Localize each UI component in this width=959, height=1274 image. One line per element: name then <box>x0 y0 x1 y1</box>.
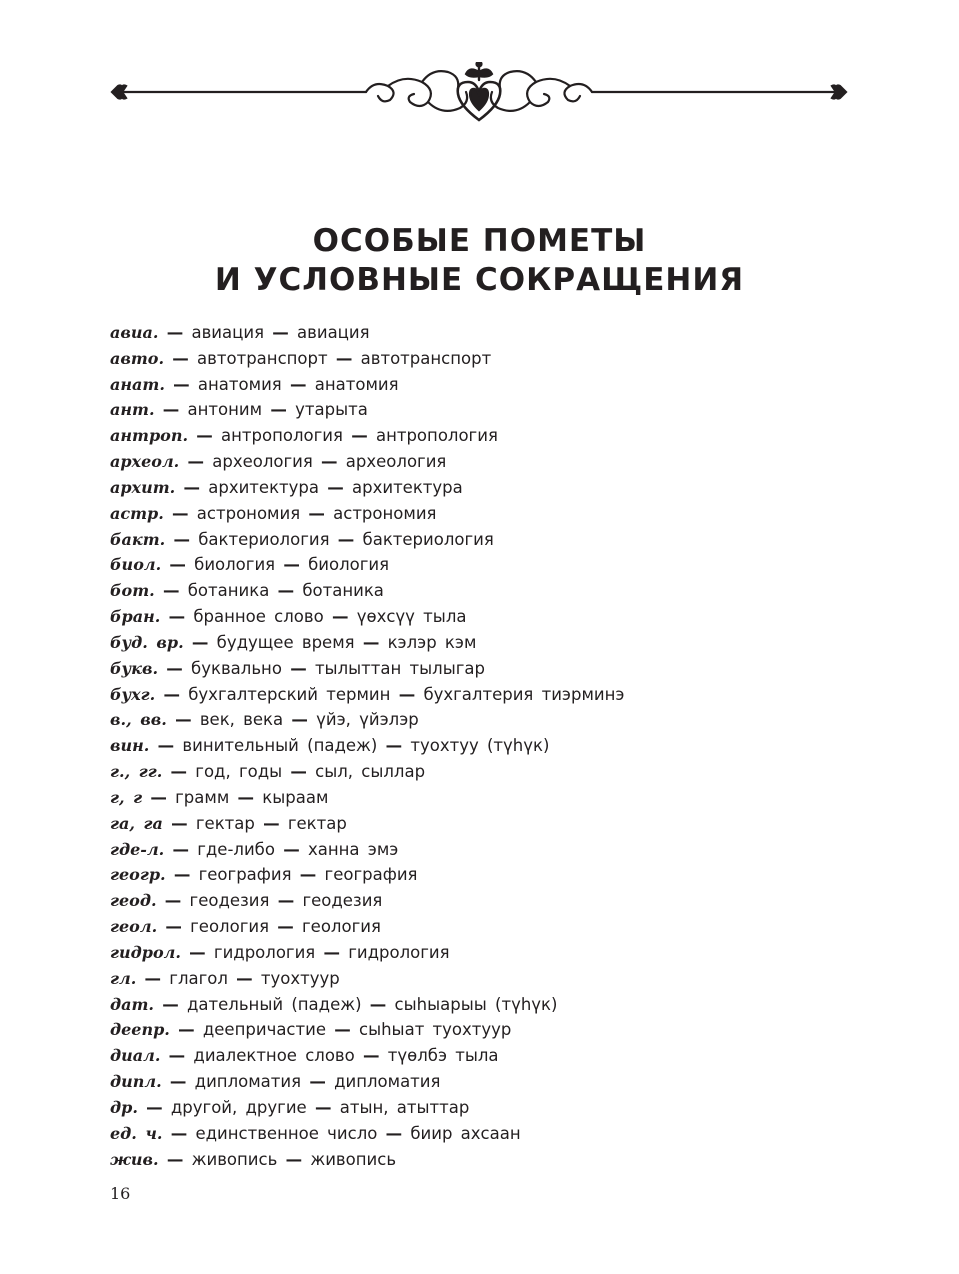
list-item <box>110 501 870 527</box>
abbreviation: г, г <box>110 787 143 807</box>
em-dash: — <box>172 503 189 523</box>
em-dash: — <box>162 400 180 420</box>
em-dash: — <box>178 1020 195 1040</box>
list-item <box>110 785 870 811</box>
abbreviation: дат. <box>110 994 154 1014</box>
abbreviation-list <box>110 320 870 1172</box>
russian-meaning: гектар <box>195 813 255 833</box>
russian-meaning: анатомия <box>197 374 282 394</box>
em-dash: — <box>351 426 368 446</box>
russian-meaning: геодезия <box>189 891 270 911</box>
abbreviation: гл. <box>110 968 137 988</box>
abbreviation: в., вв. <box>110 710 167 730</box>
abbreviation: геод. <box>110 891 157 911</box>
em-dash: — <box>183 477 200 497</box>
em-dash: — <box>270 400 287 420</box>
russian-meaning: гидрология <box>213 942 316 962</box>
em-dash: — <box>166 323 184 342</box>
yakut-meaning: түөлбэ тыла <box>387 1046 499 1066</box>
em-dash: — <box>196 426 213 446</box>
abbreviation: где-л. <box>110 839 165 859</box>
abbreviation: букв. <box>110 658 159 678</box>
yakut-meaning: геодезия <box>302 891 383 911</box>
list-item <box>110 759 870 785</box>
em-dash: — <box>299 865 317 885</box>
yakut-meaning: үйэ, үйэлэр <box>316 710 419 730</box>
em-dash: — <box>173 865 191 885</box>
list-item <box>110 578 870 604</box>
abbreviation: г., гг. <box>110 762 163 782</box>
russian-meaning: живопись <box>191 1149 278 1169</box>
yakut-meaning: сыл, сыллар <box>315 762 426 782</box>
abbreviation: авиа. <box>110 323 159 342</box>
em-dash: — <box>150 787 167 807</box>
list-item <box>110 1121 870 1147</box>
list-item <box>110 707 870 733</box>
russian-meaning: год, годы <box>195 762 283 782</box>
russian-meaning: астрономия <box>196 503 301 523</box>
list-item <box>110 475 870 501</box>
page-title <box>0 222 959 300</box>
russian-meaning: бактериология <box>198 529 330 549</box>
em-dash: — <box>166 1149 184 1169</box>
em-dash: — <box>165 917 182 937</box>
em-dash: — <box>335 348 353 368</box>
list-item <box>110 346 870 372</box>
russian-meaning: архитектура <box>208 477 319 497</box>
yakut-meaning: архитектура <box>352 477 463 497</box>
em-dash: — <box>164 891 182 911</box>
russian-meaning: бранное слово <box>193 607 324 627</box>
em-dash: — <box>309 1072 326 1092</box>
list-item <box>110 733 870 759</box>
list-item <box>110 811 870 837</box>
em-dash: — <box>385 736 403 756</box>
abbreviation: жив. <box>110 1149 159 1169</box>
em-dash: — <box>237 787 255 807</box>
russian-meaning: будущее время <box>216 632 355 652</box>
yakut-meaning: бактериология <box>362 529 494 549</box>
russian-meaning: буквально <box>191 658 282 678</box>
list-item <box>110 888 870 914</box>
em-dash: — <box>323 942 340 962</box>
list-item <box>110 604 870 630</box>
em-dash: — <box>162 581 180 601</box>
em-dash: — <box>283 839 300 859</box>
russian-meaning: автотранспорт <box>197 348 328 368</box>
abbreviation: авто. <box>110 348 165 368</box>
em-dash: — <box>277 581 295 601</box>
em-dash: — <box>175 710 192 730</box>
abbreviation: бот. <box>110 581 155 601</box>
yakut-meaning: ботаника <box>302 581 384 601</box>
em-dash: — <box>168 607 186 627</box>
yakut-meaning: биир ахсаан <box>410 1123 521 1143</box>
abbreviation: геол. <box>110 917 158 937</box>
em-dash: — <box>170 1123 188 1143</box>
yakut-meaning: авиация <box>297 323 370 342</box>
russian-meaning: антропология <box>221 426 343 446</box>
russian-meaning: глагол <box>169 968 228 988</box>
yakut-meaning: биология <box>308 555 390 575</box>
yakut-meaning: анатомия <box>314 374 399 394</box>
yakut-meaning: туохтуу (түһүк) <box>410 736 550 756</box>
em-dash: — <box>321 452 338 472</box>
page-number: 16 <box>110 1184 131 1203</box>
list-item <box>110 992 870 1018</box>
em-dash: — <box>385 1123 403 1143</box>
list-item <box>110 1095 870 1121</box>
yakut-meaning: археология <box>345 452 447 472</box>
list-item <box>110 630 870 656</box>
abbreviation: ант. <box>110 400 155 420</box>
yakut-meaning: тылыттан тылыгар <box>314 658 485 678</box>
russian-meaning: антоним <box>187 400 263 420</box>
yakut-meaning: кэлэр кэм <box>387 632 477 652</box>
abbreviation: ед. ч. <box>110 1123 163 1143</box>
abbreviation: вин. <box>110 736 150 756</box>
yakut-meaning: геология <box>302 917 381 937</box>
em-dash: — <box>277 891 295 911</box>
russian-meaning: геология <box>190 917 270 937</box>
russian-meaning: бухгалтерский термин <box>188 684 391 704</box>
em-dash: — <box>283 555 300 575</box>
abbreviation: биол. <box>110 555 162 575</box>
em-dash: — <box>173 374 190 394</box>
yakut-meaning: антропология <box>375 426 498 446</box>
em-dash: — <box>290 658 307 678</box>
page-title-line-2: И УСЛОВНЫЕ СОКРАЩЕНИЯ <box>214 262 745 298</box>
em-dash: — <box>163 684 180 704</box>
em-dash: — <box>331 607 349 627</box>
em-dash: — <box>146 1097 163 1117</box>
abbreviation: др. <box>110 1097 138 1117</box>
em-dash: — <box>168 1046 186 1066</box>
em-dash: — <box>191 632 209 652</box>
em-dash: — <box>289 374 307 394</box>
em-dash: — <box>172 839 189 859</box>
em-dash: — <box>169 555 186 575</box>
list-item <box>110 423 870 449</box>
yakut-meaning: туохтуур <box>260 968 340 988</box>
em-dash: — <box>166 658 183 678</box>
em-dash: — <box>171 813 188 833</box>
russian-meaning: диалектное слово <box>193 1046 355 1066</box>
yakut-meaning: география <box>324 865 418 885</box>
list-item <box>110 914 870 940</box>
yakut-meaning: бухгалтерия тиэрминэ <box>423 684 625 704</box>
abbreviation: диал. <box>110 1046 161 1066</box>
yakut-meaning: гектар <box>287 813 347 833</box>
russian-meaning: биология <box>194 555 276 575</box>
page-title-line-1: ОСОБЫЕ ПОМЕТЫ <box>312 223 647 259</box>
em-dash: — <box>172 348 189 368</box>
russian-meaning: ботаника <box>187 581 270 601</box>
abbreviation: геогр. <box>110 865 166 885</box>
list-item <box>110 552 870 578</box>
em-dash: — <box>277 917 294 937</box>
yakut-meaning: дипломатия <box>334 1072 441 1092</box>
list-item <box>110 966 870 992</box>
list-item <box>110 320 870 346</box>
abbreviation: га, га <box>110 813 163 833</box>
em-dash: — <box>363 1046 380 1066</box>
abbreviation: бухг. <box>110 684 156 704</box>
list-item <box>110 940 870 966</box>
russian-meaning: дипломатия <box>194 1072 302 1092</box>
abbreviation: архит. <box>110 477 176 497</box>
list-item <box>110 656 870 682</box>
yakut-meaning: астрономия <box>333 503 437 523</box>
em-dash: — <box>334 1020 351 1040</box>
yakut-meaning: атын, атыттар <box>339 1097 470 1117</box>
russian-meaning: где-либо <box>197 839 275 859</box>
russian-meaning: другой, другие <box>170 1097 307 1117</box>
russian-meaning: единственное число <box>195 1123 378 1143</box>
russian-meaning: авиация <box>191 323 265 342</box>
yakut-meaning: живопись <box>310 1149 397 1169</box>
russian-meaning: грамм <box>175 787 230 807</box>
em-dash: — <box>291 710 308 730</box>
list-item <box>110 1147 870 1173</box>
russian-meaning: археология <box>212 452 313 472</box>
em-dash: — <box>314 1097 332 1117</box>
em-dash: — <box>173 529 190 549</box>
russian-meaning: век, века <box>199 710 284 730</box>
em-dash: — <box>263 813 280 833</box>
yakut-meaning: гидрология <box>348 942 450 962</box>
em-dash: — <box>337 529 355 549</box>
em-dash: — <box>157 736 175 756</box>
abbreviation: бакт. <box>110 529 166 549</box>
abbreviation: гидрол. <box>110 942 181 962</box>
yakut-meaning: автотранспорт <box>360 348 492 368</box>
abbreviation: антроп. <box>110 426 189 446</box>
list-item <box>110 449 870 475</box>
list-item <box>110 527 870 553</box>
list-item <box>110 372 870 398</box>
decorative-flourish-icon <box>108 62 850 124</box>
yakut-meaning: кыраам <box>262 787 329 807</box>
em-dash: — <box>189 942 206 962</box>
em-dash: — <box>285 1149 303 1169</box>
abbreviation: астр. <box>110 503 164 523</box>
abbreviation: бран. <box>110 607 161 627</box>
list-item <box>110 1043 870 1069</box>
list-item <box>110 682 870 708</box>
abbreviation: дипл. <box>110 1072 162 1092</box>
em-dash: — <box>398 684 416 704</box>
em-dash: — <box>362 632 380 652</box>
abbreviation: археол. <box>110 452 180 472</box>
em-dash: — <box>162 994 179 1014</box>
abbreviation: буд. вр. <box>110 632 184 652</box>
em-dash: — <box>187 452 204 472</box>
russian-meaning: география <box>198 865 292 885</box>
list-item <box>110 397 870 423</box>
yakut-meaning: сыһыат туохтуур <box>359 1020 512 1040</box>
yakut-meaning: ханна эмэ <box>307 839 399 859</box>
yakut-meaning: үөхсүү тыла <box>356 607 467 627</box>
em-dash: — <box>170 762 188 782</box>
em-dash: — <box>327 477 344 497</box>
russian-meaning: винительный (падеж) <box>182 736 378 756</box>
yakut-meaning: утарыта <box>295 400 368 420</box>
abbreviation: анат. <box>110 374 165 394</box>
em-dash: — <box>144 968 162 988</box>
russian-meaning: деепричастие <box>202 1020 326 1040</box>
yakut-meaning: сыһыарыы (түһүк) <box>394 994 558 1014</box>
em-dash: — <box>369 994 387 1014</box>
em-dash: — <box>308 503 325 523</box>
em-dash: — <box>169 1072 187 1092</box>
abbreviation: деепр. <box>110 1020 170 1040</box>
russian-meaning: дательный (падеж) <box>187 994 362 1014</box>
list-item <box>110 862 870 888</box>
list-item <box>110 1069 870 1095</box>
list-item <box>110 837 870 863</box>
em-dash: — <box>272 323 289 342</box>
em-dash: — <box>236 968 253 988</box>
em-dash: — <box>290 762 307 782</box>
list-item <box>110 1017 870 1043</box>
